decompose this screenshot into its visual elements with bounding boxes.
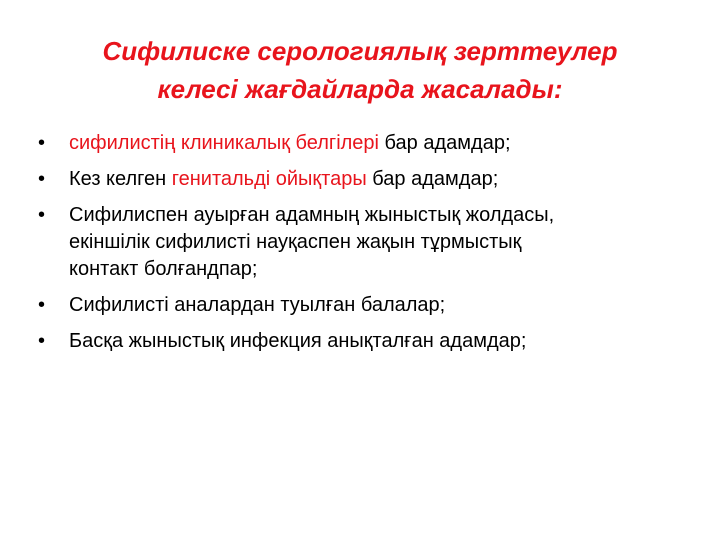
bullet-dot: • <box>38 330 46 352</box>
bullet-item-2 <box>36 166 696 193</box>
bullet-3-line-3: контакт болғандпар; <box>69 258 258 280</box>
slide-title <box>40 32 680 108</box>
title-line-1: Сифилиске серологиялық зерттеулер <box>102 36 618 66</box>
bullet-dot: • <box>38 294 46 316</box>
bullet-dot: • <box>38 168 46 190</box>
bullet-dot: • <box>38 204 46 226</box>
bullet-1-text: бар адамдар; <box>379 132 511 154</box>
bullet-3-line-1: Сифилиспен ауырған адамның жыныстық жолдасы, <box>69 204 555 226</box>
bullet-2-highlight: генитальді ойықтары <box>171 168 367 190</box>
bullet-item-5 <box>36 328 696 355</box>
bullet-item-4 <box>36 292 696 319</box>
bullet-1-highlight: сифилистің клиникалық белгілері <box>69 132 379 154</box>
bullet-5-text: Басқа жыныстық инфекция анықталған адамдар; <box>69 330 527 352</box>
bullet-3-line-2: екіншілік сифилисті науқаспен жақын тұрмыстық <box>69 231 522 253</box>
bullet-item-1 <box>36 130 696 157</box>
bullet-item-3 <box>36 202 696 283</box>
title-line-2: келесі жағдайларда жасалады: <box>157 74 563 104</box>
bullet-list <box>36 130 696 364</box>
bullet-4-text: Сифилисті аналардан туылған балалар; <box>69 294 446 316</box>
bullet-2-prefix: Кез келген <box>69 168 172 190</box>
bullet-2-text: бар адамдар; <box>366 168 499 190</box>
bullet-dot: • <box>38 132 46 154</box>
